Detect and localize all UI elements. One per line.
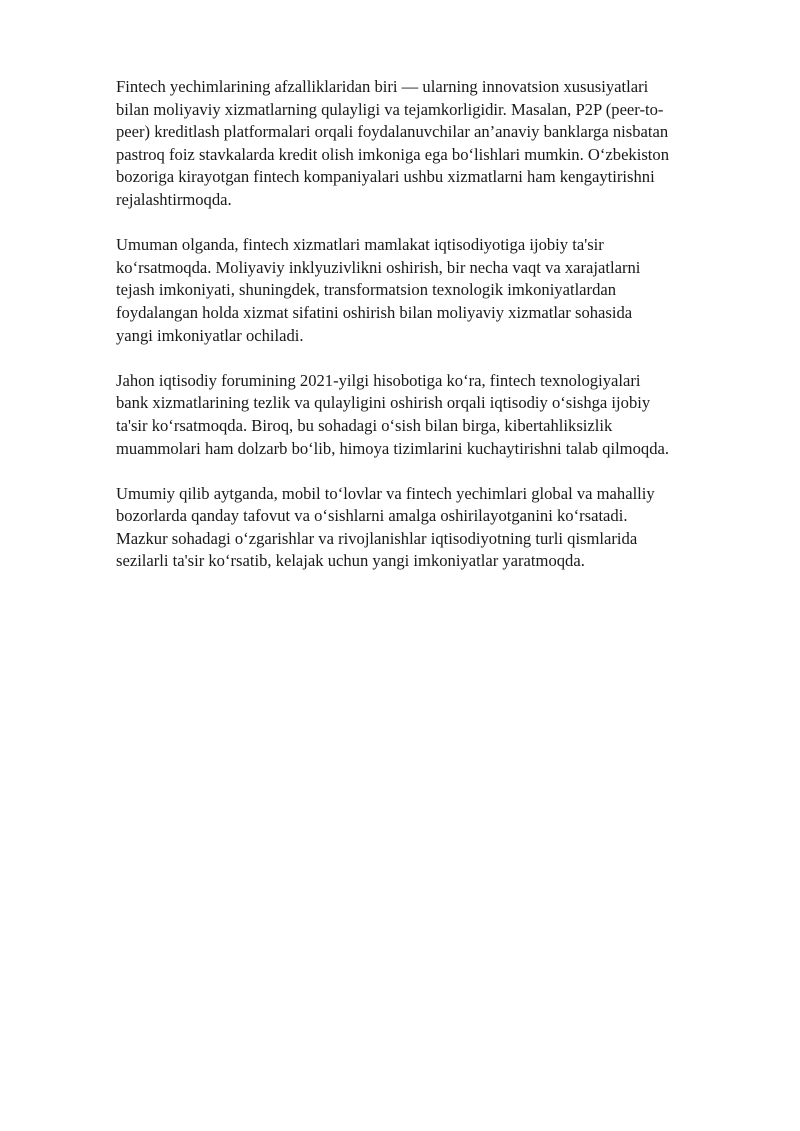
text-line: bozorlarda qanday tafovut va o‘sishlarni amalga oshirilayotganini ko‘rsatadi. [116,506,628,526]
text-line: muammolari ham dolzarb bo‘lib, himoya tizimlarini kuchaytirishni talab qilmoqda. [116,438,669,458]
text-line: Fintech yechimlarining afzalliklaridan biri — ularning innovatsion xususiyatlari [116,77,649,96]
text-line: bozoriga kirayotgan fintech kompaniyalari ushbu xizmatlarni ham kengaytirishni [116,167,655,187]
paragraph-conclusion [116,483,748,573]
paragraph-economic-impact [116,234,748,347]
text-line: ta'sir ko‘rsatmoqda. Biroq, bu sohadagi o‘sish bilan birga, kibertahliksizlik [116,415,613,435]
text-line: Jahon iqtisodiy forumining 2021-yilgi hisobotiga ko‘ra, fintech texnologiyalari [116,370,641,390]
text-line: peer) kreditlash platformalari orqali foydalanuvchilar an’anaviy banklarga nisbatan [116,122,669,142]
text-line: rejalashtirmoqda. [116,189,232,209]
text-line: bilan moliyaviy xizmatlarning qulayligi va tejamkorligidir. Masalan, P2P (peer-to- [116,99,664,119]
text-line: ko‘rsatmoqda. Moliyaviy inklyuzivlikni oshirish, bir necha vaqt va xarajatlarni [116,257,641,277]
text-line: Umumiy qilib aytganda, mobil to‘lovlar va fintech yechimlari global va mahalliy [116,483,655,503]
text-line: pastroq foiz stavkalarda kredit olish imkoniga ega bo‘lishlari mumkin. O‘zbekiston [116,144,669,164]
text-line: bank xizmatlarining tezlik va qulayligini oshirish orqali iqtisodiy o‘sishga ijobiy [116,393,651,413]
text-line: Mazkur sohadagi o‘zgarishlar va rivojlanishlar iqtisodiyotning turli qismlarida [116,528,638,548]
paragraph-fintech-advantages [116,76,748,212]
text-line: sezilarli ta'sir ko‘rsatib, kelajak uchun yangi imkoniyatlar yaratmoqda. [116,551,585,571]
text-line: Umuman olganda, fintech xizmatlari mamlakat iqtisodiyotiga ijobiy ta'sir [116,235,604,255]
text-line: tejash imkoniyati, shuningdek, transformatsion texnologik imkoniyatlardan [116,280,617,300]
text-line: foydalangan holda xizmat sifatini oshirish bilan moliyaviy xizmatlar sohasida [116,302,633,322]
paragraph-wef-report [116,370,748,460]
text-line: yangi imkoniyatlar ochiladi. [116,325,304,345]
document-body [116,76,748,596]
